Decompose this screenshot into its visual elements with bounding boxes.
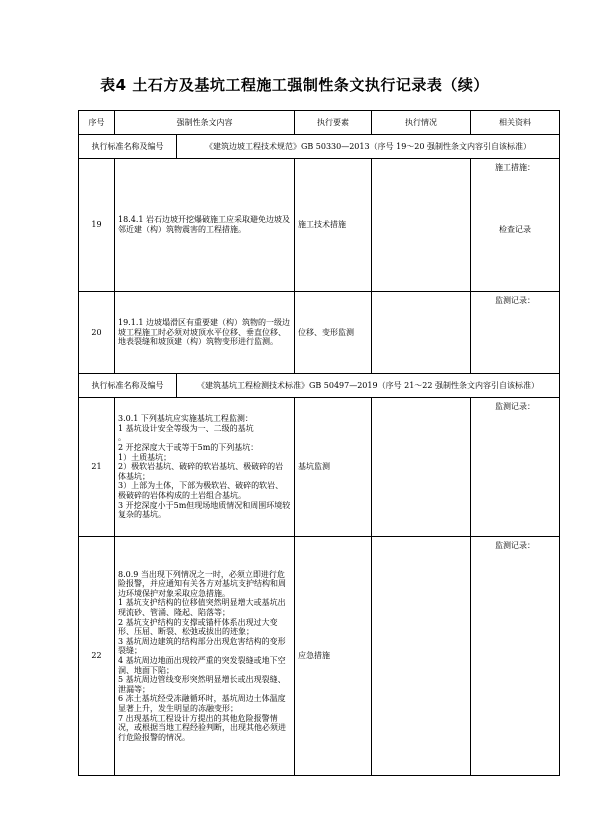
- reference-label: 监测记录：: [495, 402, 535, 411]
- content-text: 18.4.1 岩石边坡开挖爆破施工应采取避免边坡及邻近建（构）筑物震害的工程措施。: [118, 215, 290, 234]
- row-no: 19: [78, 158, 115, 292]
- row-reference: [470, 291, 560, 374]
- row-status: [371, 397, 471, 537]
- row-status: [371, 291, 471, 374]
- row-content: [114, 397, 295, 537]
- header-status: 执行情况: [371, 110, 471, 135]
- row-content: [114, 536, 295, 776]
- reference-label: 监测记录：: [495, 296, 535, 305]
- standard-label: 执行标准名称及编号: [78, 134, 177, 159]
- row-requirement: 施工技术措施: [294, 158, 372, 292]
- row-requirement: 基坑监测: [294, 397, 372, 537]
- row-no: 20: [78, 291, 115, 374]
- row-status: [371, 158, 471, 292]
- standard-text: 《建筑边坡工程技术规范》GB 50330—2013（序号 19～20 强制性条文内容引自该标准）: [176, 134, 560, 159]
- header-reference: 相关资料: [470, 110, 560, 135]
- row-requirement: 应急措施: [294, 536, 372, 776]
- content-text: 8.0.9 当出现下列情况之一时，必须立即进行危险报警，并应通知有关各方对基坑支护结构和周边环境保护对象采取应急措施。 1 基坑支护结构的位移值突然明显增大或基坑出现流砂、管涌、隆起、陷落等； 2 基坑支护结构的支撑或锚杆体系出现过大变形、压屈、断裂、松弛或拔出的迹象； 3 基坑周边建筑的结构部分出现危害结构的变形裂缝； 4 基坑周边地面出现较严重的突发裂缝或地下空洞、地面下陷； 5 基坑周边管线变形突然明显增长或出现裂缝、泄漏等； 6 冻土基坑经受冻融循环时，基坑周边土体温度显著上升，发生明显的冻融变形； 7 出现基坑工程设计方提出的其他危险报警情况，或根据当地工程经验判断，出现其他必须进行危险报警的情况。: [118, 569, 286, 742]
- content-text: 19.1.1 边坡塌滑区有重要建（构）筑物的一级边坡工程施工时必须对坡顶水平位移、垂直位移、地表裂缝和坡顶建（构）筑物变形进行监测。: [118, 318, 290, 347]
- reference-label: 施工措施：: [495, 163, 535, 172]
- row-reference: [470, 158, 560, 292]
- header-content: 强制性条文内容: [114, 110, 295, 135]
- row-no: 21: [78, 397, 115, 537]
- row-content: [114, 291, 295, 374]
- reference-note: 检查记录: [499, 224, 531, 234]
- reference-label: 监测记录：: [495, 541, 535, 550]
- content-text: 3.0.1 下列基坑应实施基坑工程监测： 1 基坑设计安全等级为一、二级的基坑 。 2 开挖深度大于或等于5m的下列基坑： 1）土质基坑； 2）极软岩基坑、破碎的软岩基坑、极破碎的岩体基坑； 3）上部为土体，下部为极软岩、破碎的软岩、极破碎的岩体构成的土岩组合基坑。 3 开挖深度小于5m但现场地质情况和周围环境较复杂的基坑。: [118, 414, 291, 520]
- standard-text: 《建筑基坑工程检测技术标准》GB 50497—2019（序号 21～22 强制性条文内容引自该标准）: [176, 373, 560, 398]
- header-no: 序号: [78, 110, 115, 135]
- row-reference: [470, 397, 560, 537]
- row-requirement: 位移、变形监测: [294, 291, 372, 374]
- row-status: [371, 536, 471, 776]
- header-requirement: 执行要素: [294, 110, 372, 135]
- page-title: 表4 土石方及基坑工程施工强制性条文执行记录表（续）: [100, 76, 489, 94]
- row-content: [114, 158, 295, 292]
- row-reference: [470, 536, 560, 776]
- standard-label: 执行标准名称及编号: [78, 373, 177, 398]
- row-no: 22: [78, 536, 115, 776]
